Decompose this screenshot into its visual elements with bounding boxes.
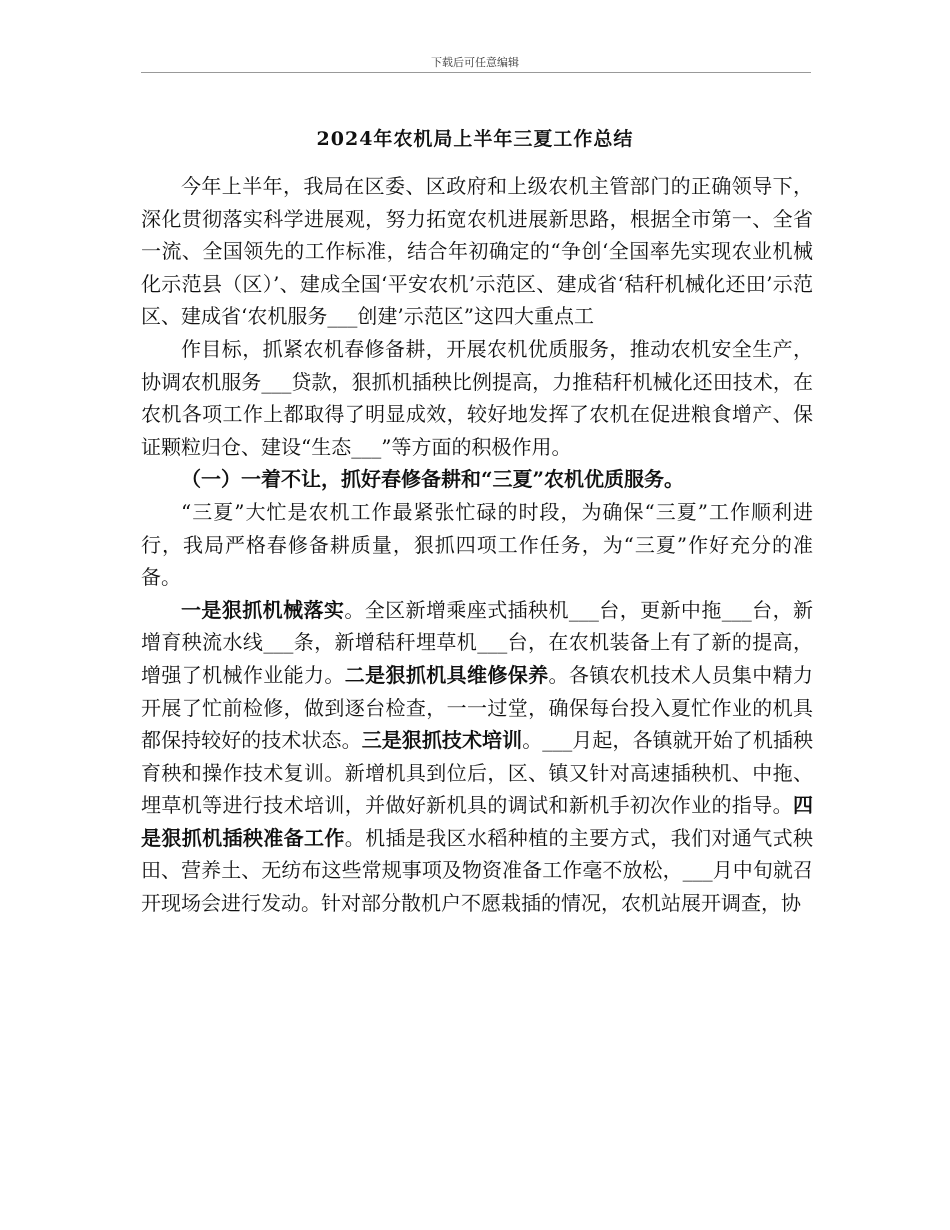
page-header: 下载后可任意编辑 [431,56,519,69]
task-3-text: 。___月起，各镇就开始了机插秧育秧和操作技术复训。新增机具到位后，区、镇又针对高速插秧机、中拖、埋草机等进行技术培训，并做好新机具的调试和新机手初次作业的指导。 [141,728,813,818]
paragraph-goals: 作目标，抓紧农机春修备耕，开展农机优质服务，推动农机安全生产，协调农机服务___贷款，狠抓机插秧比例提高，力推秸秆机械化还田技术，在农机各项工作上都取得了明显成效，较好地发挥了农机在促进粮食增产、保证颗粒归仓、建设“生态___”等方面的积极作用。 [141,336,813,459]
task-2-text: 。各镇农机技术人员集中精力开展了忙前检修，做到逐台检查，一一过堂，确保每台投入夏忙作业的机具都保持较好的技术状态。 [141,662,813,753]
paragraph-intro: 今年上半年，我局在区委、区政府和上级农机主管部门的正确领导下，深化贯彻落实科学进展观，努力拓宽农机进展新思路，根据全市第一、全省一流、全国领先的工作标准，结合年初确定的“争创‘全国率先实现农业机械化示范县（区）’、建成全国‘平安农机’示范区、建成省‘秸秆机械化还田’示范区、建成省‘农机服务___创建’示范区”这四大重点工 [141,174,813,329]
task-4-text: 。机插是我区水稻种植的主要方式，我们对通气式秧田、营养土、无纺布这些常规事项及物资准备工作毫不放松，___月中旬就召开现场会进行发动。针对部分散机户不愿栽插的情况，农机站展开调查，协 [141,825,813,916]
task-1-heading: 一是狠抓机械落实 [181,597,345,622]
task-2-heading: 二是狠抓机具维修保养 [344,662,549,687]
header-rule [141,72,811,73]
paragraph-sanxia: “三夏”大忙是农机工作最紧张忙碌的时段，为确保“三夏”工作顺利进行，我局严格春修备耕质量，狠抓四项工作任务，为“三夏”作好充分的准备。 [141,499,813,590]
task-4-heading: 四是狠抓机插秧准备工作 [141,793,813,850]
task-3-heading: 三是狠抓技术培训 [361,728,523,753]
document-body [141,170,813,920]
task-1-text: 。全区新增乘座式插秧机___台，更新中拖___台，新增育秧流水线___条，新增秸秆埋草机___台，在农机装备上有了新的提高，增强了机械作业能力。 [141,597,814,687]
section-heading-1: （一）一着不让，抓好春修备耕和“三夏”农机优质服务。 [181,467,685,492]
document-title: 2024年农机局上半年三夏工作总结 [316,128,634,150]
paragraph-four-tasks [141,594,813,920]
